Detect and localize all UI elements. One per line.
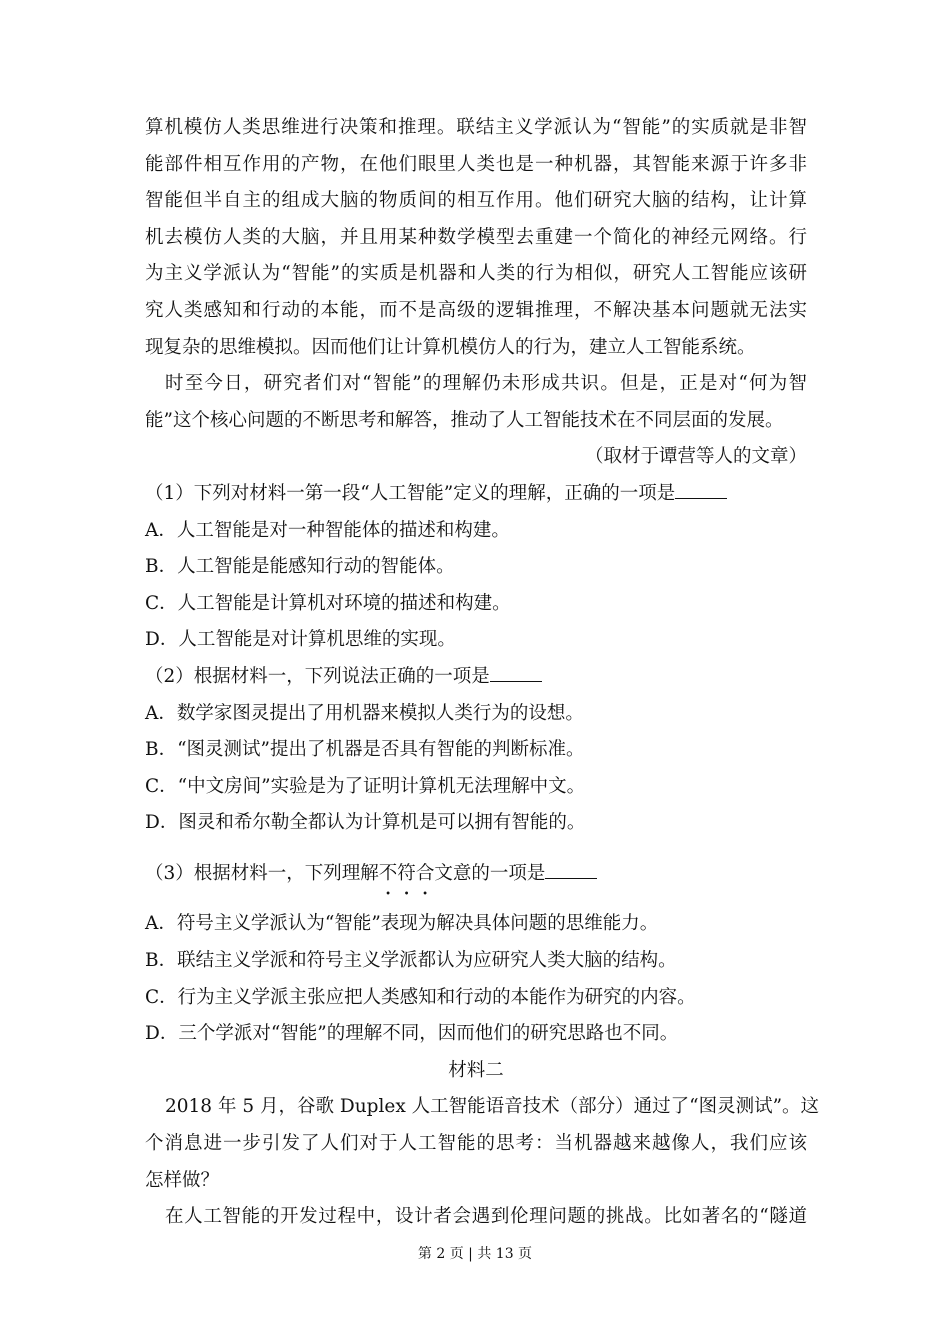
q3-option-b: B．联结主义学派和符号主义学派都认为应研究人类大脑的结构。 (145, 950, 677, 972)
text-line: 现复杂的思维模拟。因而他们让计算机模仿人的行为，建立人工智能系统。 (145, 336, 756, 358)
q1-option-d: D．人工智能是对计算机思维的实现。 (145, 629, 456, 651)
q2-option-b: B．“图灵测试”提出了机器是否具有智能的判断标准。 (145, 739, 585, 761)
q2-option-d: D．图灵和希尔勒全都认为计算机是可以拥有智能的。 (145, 812, 586, 834)
q1-option-c: C．人工智能是计算机对环境的描述和构建。 (145, 592, 511, 614)
stem-text: （1）下列对材料一第一段“人工智能”定义的理解，正确的一项是 (145, 482, 676, 504)
text-line: 智能但半自主的组成大脑的物质间的相互作用。他们研究大脑的结构，让计算 (145, 190, 807, 212)
q3-option-d: D．三个学派对“智能”的理解不同，因而他们的研究思路也不同。 (145, 1023, 679, 1045)
answer-blank (490, 663, 542, 682)
text-line: 能部件相互作用的产物，在他们眼里人类也是一种机器，其智能来源于许多非 (145, 153, 807, 175)
page-content (145, 110, 820, 1236)
emphasis-char: 合 (415, 862, 435, 884)
stem-text: （3）根据材料一，下列理解 (145, 862, 379, 884)
text-line: 在人工智能的开发过程中，设计者会遇到伦理问题的挑战。比如著名的“隧道 (165, 1206, 807, 1228)
text-line: 算机模仿人类思维进行决策和推理。联结主义学派认为“智能”的实质就是非智 (145, 117, 807, 138)
stem-text: （2）根据材料一，下列说法正确的一项是 (145, 665, 490, 687)
text-line: 个消息进一步引发了人们对于人工智能的思考：当机器越来越像人，我们应该 (145, 1133, 807, 1155)
answer-blank (675, 480, 727, 499)
text-line: 机去模仿人类的大脑，并且用某种数学模型去重建一个简化的神经元网络。行 (145, 226, 807, 248)
question-3-stem (145, 856, 807, 893)
page-footer: 第 2 页 | 共 13 页 (417, 1246, 533, 1262)
emphasis-char: 不 (378, 862, 398, 884)
q1-option-b: B．人工智能是能感知行动的智能体。 (145, 556, 455, 578)
question-2-stem (145, 659, 807, 696)
stem-text: 文意的一项是 (434, 862, 546, 884)
q1-option-a: A．人工智能是对一种智能体的描述和构建。 (145, 519, 510, 541)
emphasis-char: 符 (397, 862, 416, 884)
text-line: 2018 年 5 月，谷歌 Duplex 人工智能语音技术（部分）通过了“图灵测试”。这 (165, 1096, 820, 1118)
question-1-stem (145, 476, 807, 513)
q2-option-c: C．“中文房间”实验是为了证明计算机无法理解中文。 (145, 775, 586, 797)
q2-option-a: A．数学家图灵提出了用机器来模拟人类行为的设想。 (145, 702, 584, 724)
text-line: 时至今日，研究者们对“智能”的理解仍未形成共识。但是，正是对“何为智 (165, 373, 807, 395)
source-citation: （取材于谭营等人的文章） (584, 446, 807, 468)
text-line: 能”这个核心问题的不断思考和解答，推动了人工智能技术在不同层面的发展。 (145, 409, 784, 431)
text-line: 为主义学派认为“智能”的实质是机器和人类的行为相似，研究人工智能应该研 (145, 263, 807, 285)
text-line: 究人类感知和行动的本能，而不是高级的逻辑推理，不解决基本问题就无法实 (145, 299, 807, 321)
material-2-title: 材料二 (448, 1059, 504, 1081)
q3-option-a: A．符号主义学派认为“智能”表现为解决具体问题的思维能力。 (145, 913, 659, 935)
text-line: 怎样做？ (145, 1169, 220, 1191)
answer-blank (545, 860, 597, 879)
q3-option-c: C．行为主义学派主张应把人类感知和行动的本能作为研究的内容。 (145, 986, 696, 1008)
